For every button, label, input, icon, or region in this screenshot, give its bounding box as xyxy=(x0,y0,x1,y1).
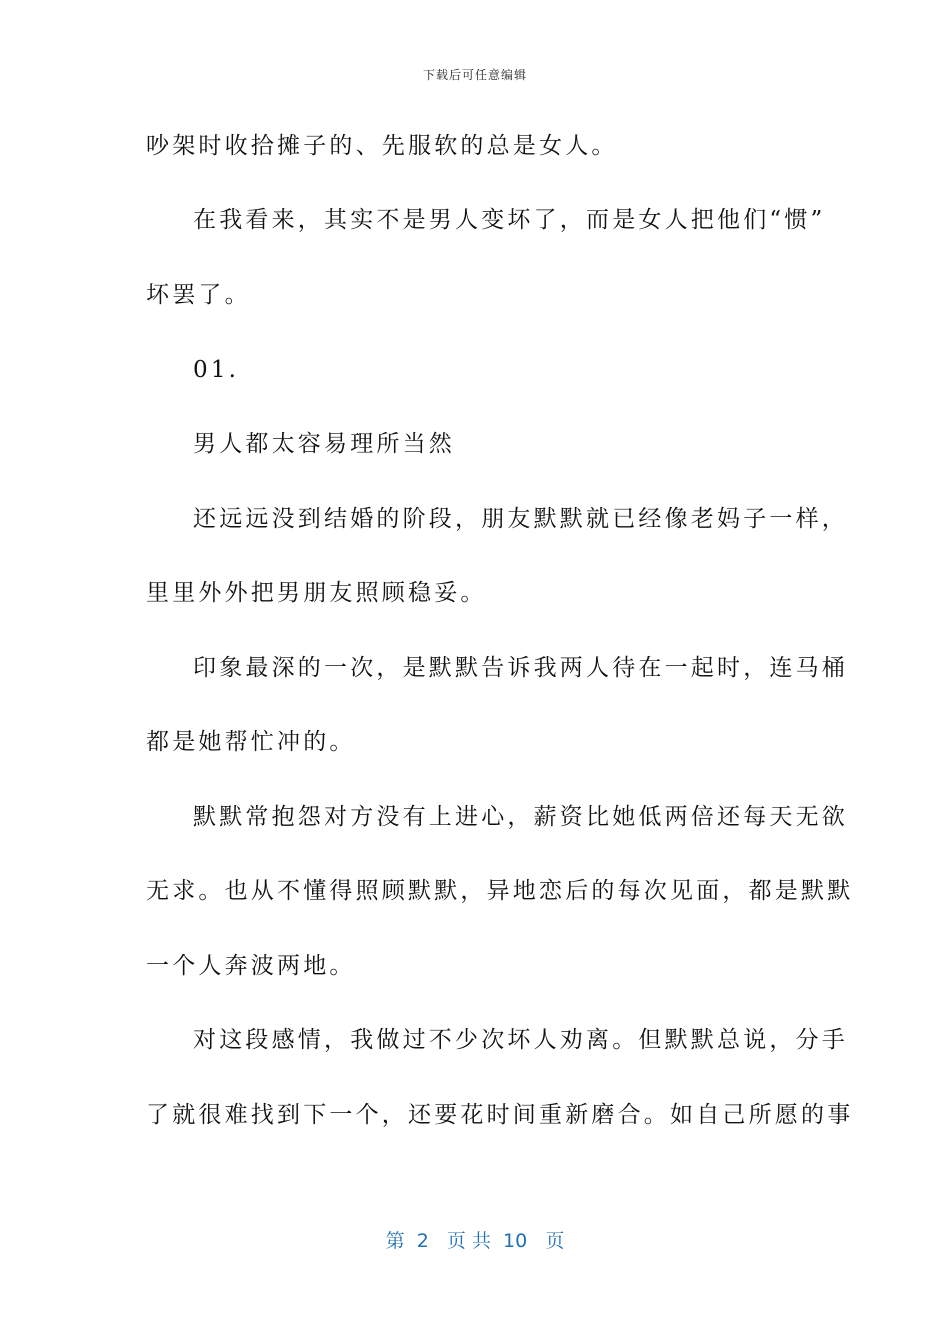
text-line: 一个人奔波两地。 xyxy=(146,953,356,979)
text-line: 都是她帮忙冲的。 xyxy=(146,729,356,755)
text-line: 默默常抱怨对方没有上进心，薪资比她低两倍还每天无欲 xyxy=(193,804,848,830)
text-line: 无求。也从不懂得照顾默默，异地恋后的每次见面，都是默默 xyxy=(146,878,854,904)
section-heading: 男人都太容易理所当然 xyxy=(193,431,455,457)
text-line: 里里外外把男朋友照顾稳妥。 xyxy=(146,580,487,606)
page-header: 下载后可任意编辑 xyxy=(422,68,527,82)
text-line: 了就很难找到下一个，还要花时间重新磨合。如自己所愿的事 xyxy=(146,1102,854,1128)
text-line: 吵架时收拾摊子的、先服软的总是女人。 xyxy=(146,133,618,159)
text-line: 印象最深的一次，是默默告诉我两人待在一起时，连马桶 xyxy=(193,655,848,681)
text-line: 还远远没到结婚的阶段，朋友默默就已经像老妈子一样， xyxy=(193,506,848,532)
text-line: 坏罢了。 xyxy=(146,282,251,308)
text-line: 在我看来，其实不是男人变坏了，而是女人把他们“惯” xyxy=(193,207,826,233)
text-line: 对这段感情，我做过不少次坏人劝离。但默默总说，分手 xyxy=(193,1027,848,1053)
section-number: 01. xyxy=(193,357,240,383)
page-footer: 第 2 页 共 10 页 xyxy=(385,1230,565,1252)
